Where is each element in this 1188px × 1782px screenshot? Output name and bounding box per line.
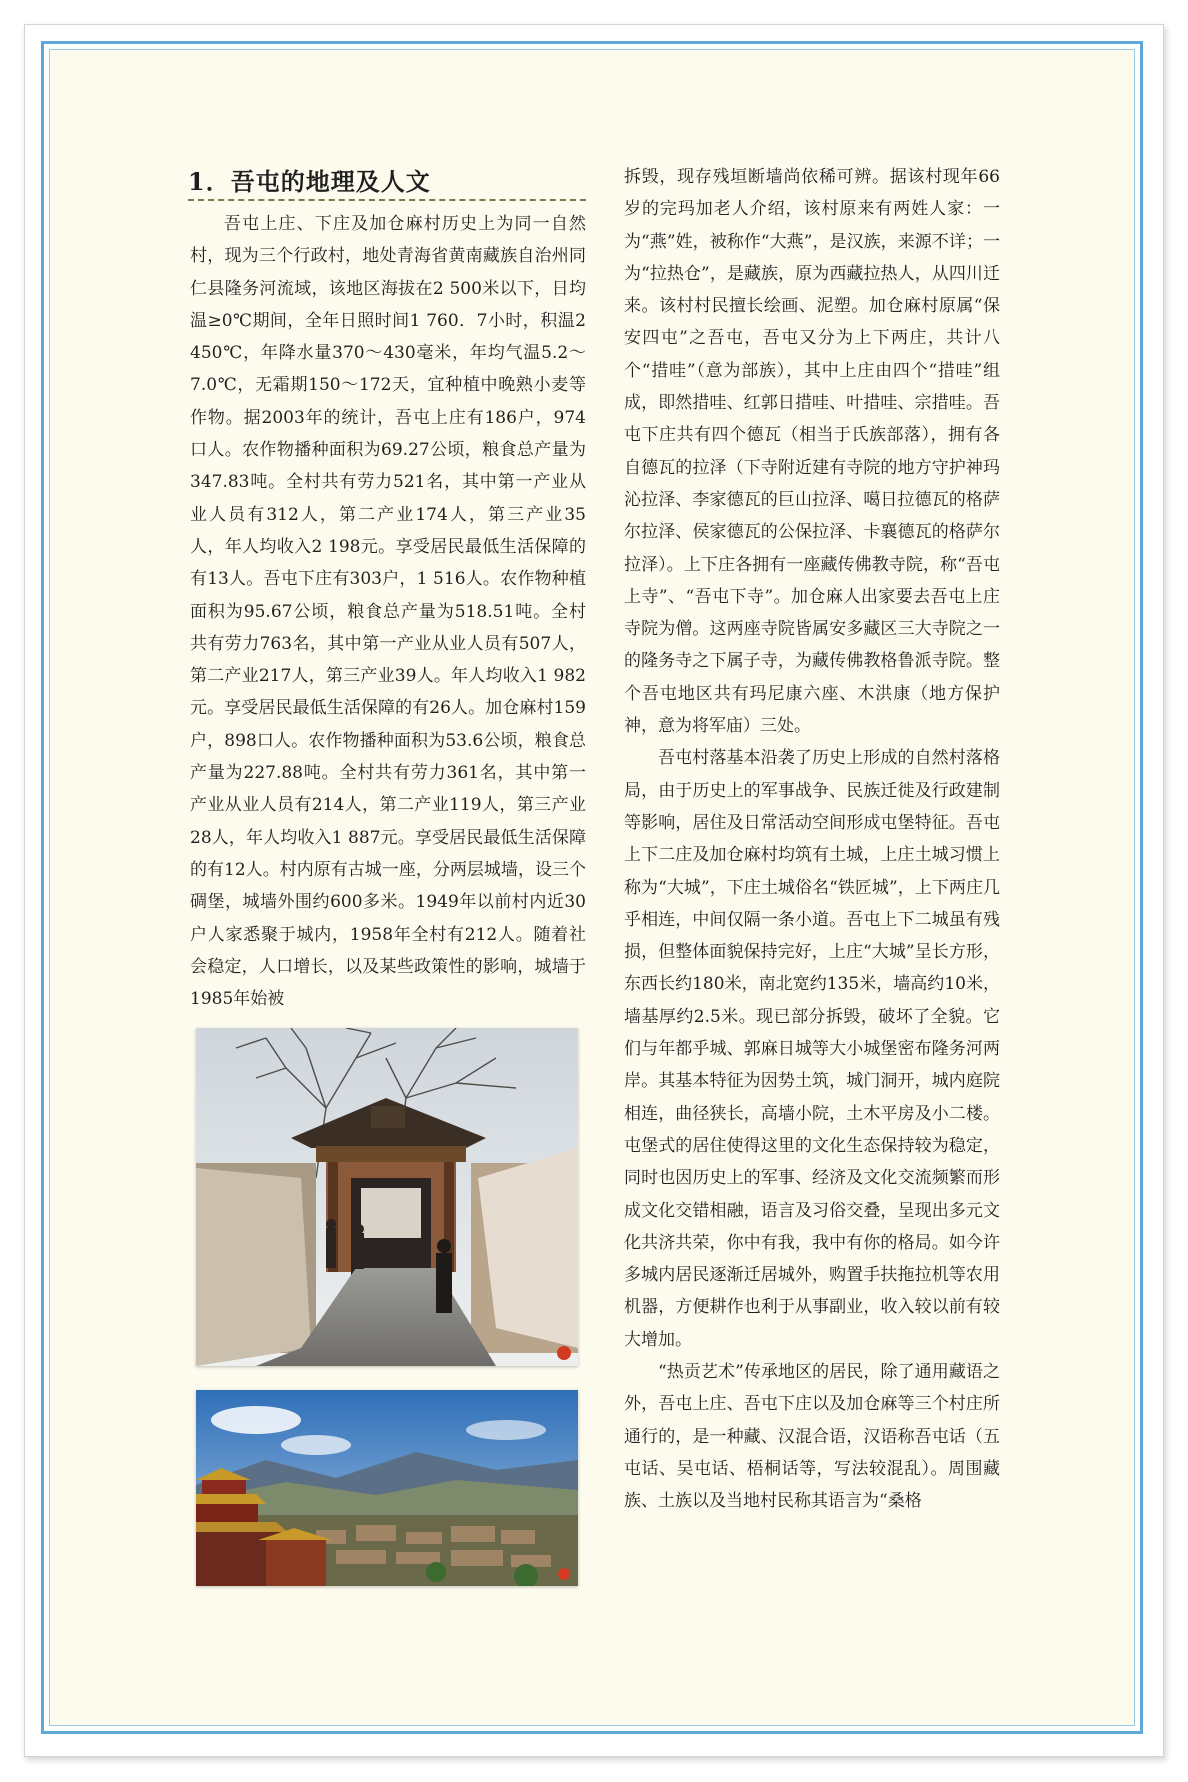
paragraph: 拆毁，现存残垣断墙尚依稀可辨。据该村现年66岁的完玛加老人介绍，该村原来有两姓人家：一为“燕”姓，被称作“大燕”，是汉族，来源不详；一为“拉热仓”，是藏族，原为西藏拉热人，从四川迁来。该村村民擅长绘画、泥塑。加仓麻村原属“保安四屯”之吾屯，吾屯又分为上下两庄，共计八个“措哇”（意为部族），其中上庄由四个“措哇”组成，即然措哇、红郭日措哇、叶措哇、宗措哇。吾屯下庄共有四个德瓦（相当于氏族部落），拥有各自德瓦的拉泽（下寺附近建有寺院的地方守护神玛沁拉泽、李家德瓦的巨山拉泽、噶日拉德瓦的格萨尔拉泽、侯家德瓦的公保拉泽、卡襄德瓦的格萨尔拉泽）。上下庄各拥有一座藏传佛教寺院，称“吾屯上寺”、“吾屯下寺”。加仓麻人出家要去吾屯上庄寺院为僧。这两座寺院皆属安多藏区三大寺院之一的隆务寺之下属子寺，为藏传佛教格鲁派寺院。整个吾屯地区共有玛尼康六座、木洪康（地方保护神，意为将军庙）三处。	[624, 167, 1000, 737]
paragraph: “热贡艺术”传承地区的居民，除了通用藏语之外，吾屯上庄、吾屯下庄以及加仓麻等三个村庄所通行的，是一种藏、汉混合语，汉语称吾屯话（五屯话、吴屯话、梧桐话等，写法较混乱）。周围藏族、土族以及当地村民称其语言为“桑格	[624, 1361, 1000, 1512]
monastery-landscape-photo	[196, 1390, 578, 1586]
section-heading: 1．吾屯的地理及人文	[188, 167, 431, 196]
paragraph: 吾屯村落基本沿袭了历史上形成的自然村落格局，由于历史上的军事战争、民族迁徙及行政建制等影响，居住及日常活动空间形成屯堡特征。吾屯上下二庄及加仓麻村均筑有土城，上庄土城习惯上称为“大城”，下庄土城俗名“铁匠城”，上下两庄几乎相连，中间仅隔一条小道。吾屯上下二城虽有残损，但整体面貌保持完好，上庄“大城”呈长方形，东西长约180米，南北宽约135米，墙高约10米，墙基厚约2.5米。现已部分拆毁，破坏了全貌。它们与年都乎城、郭麻日城等大小城堡密布隆务河两岸。其基本特征为因势土筑，城门洞开，城内庭院相连，曲径狭长，高墙小院，土木平房及小二楼。屯堡式的居住使得这里的文化生态保持较为稳定，同时也因历史上的军事、经济及文化交流频繁而形成文化交错相融，语言及习俗交叠，呈现出多元文化共济共荣，你中有我，我中有你的格局。如今许多城内居民逐渐迁居城外，购置手扶拖拉机等农用机器，方便耕作也利于从事副业，收入较以前有较大增加。	[624, 748, 1000, 1350]
paragraph: 吾屯上庄、下庄及加仓麻村历史上为同一自然村，现为三个行政村，地处青海省黄南藏族自治州同仁县隆务河流域，该地区海拔在2 500米以下，日均温≥0℃期间，全年日照时间1 760．7小时，积温2 450℃，年降水量370～430毫米，年均气温5.2～7.0℃，无霜期150～172天，宜种植中晚熟小麦等作物。据2003年的统计，吾屯上庄有186户，974口人。农作物播种面积为69.27公顷，粮食总产量为347.83吨。全村共有劳力521名，其中第一产业从业人员有312人，第二产业174人，第三产业35 人，年人均收入2 198元。享受居民最低生活保障的有13人。吾屯下庄有303户，1 516人。农作物种植面积为95.67公顷，粮食总产量为518.51吨。全村共有劳力763名，其中第一产业从业人员有507人，第二产业217人，第三产业39人。年人均收入1 982元。享受居民最低生活保障的有26人。加仓麻村159户，898口人。农作物播种面积为53.6公顷，粮食总产量为227.88吨。全村共有劳力361名，其中第一产业从业人员有214人，第二产业119人，第三产业28人，年人均收入1 887元。享受居民最低生活保障的有12人。村内原有古城一座，分两层城墙，设三个碉堡，城墙外围约600多米。1949年以前村内近30户人家悉聚于城内，1958年全村有212人。随着社会稳定，人口增长，以及某些政策性的影响，城墙于1985年始被	[190, 214, 586, 1010]
right-text-column	[624, 161, 1000, 1517]
village-gate-photo	[196, 1028, 578, 1366]
heading-dashed-rule	[188, 199, 586, 201]
left-text-column	[190, 208, 586, 1015]
